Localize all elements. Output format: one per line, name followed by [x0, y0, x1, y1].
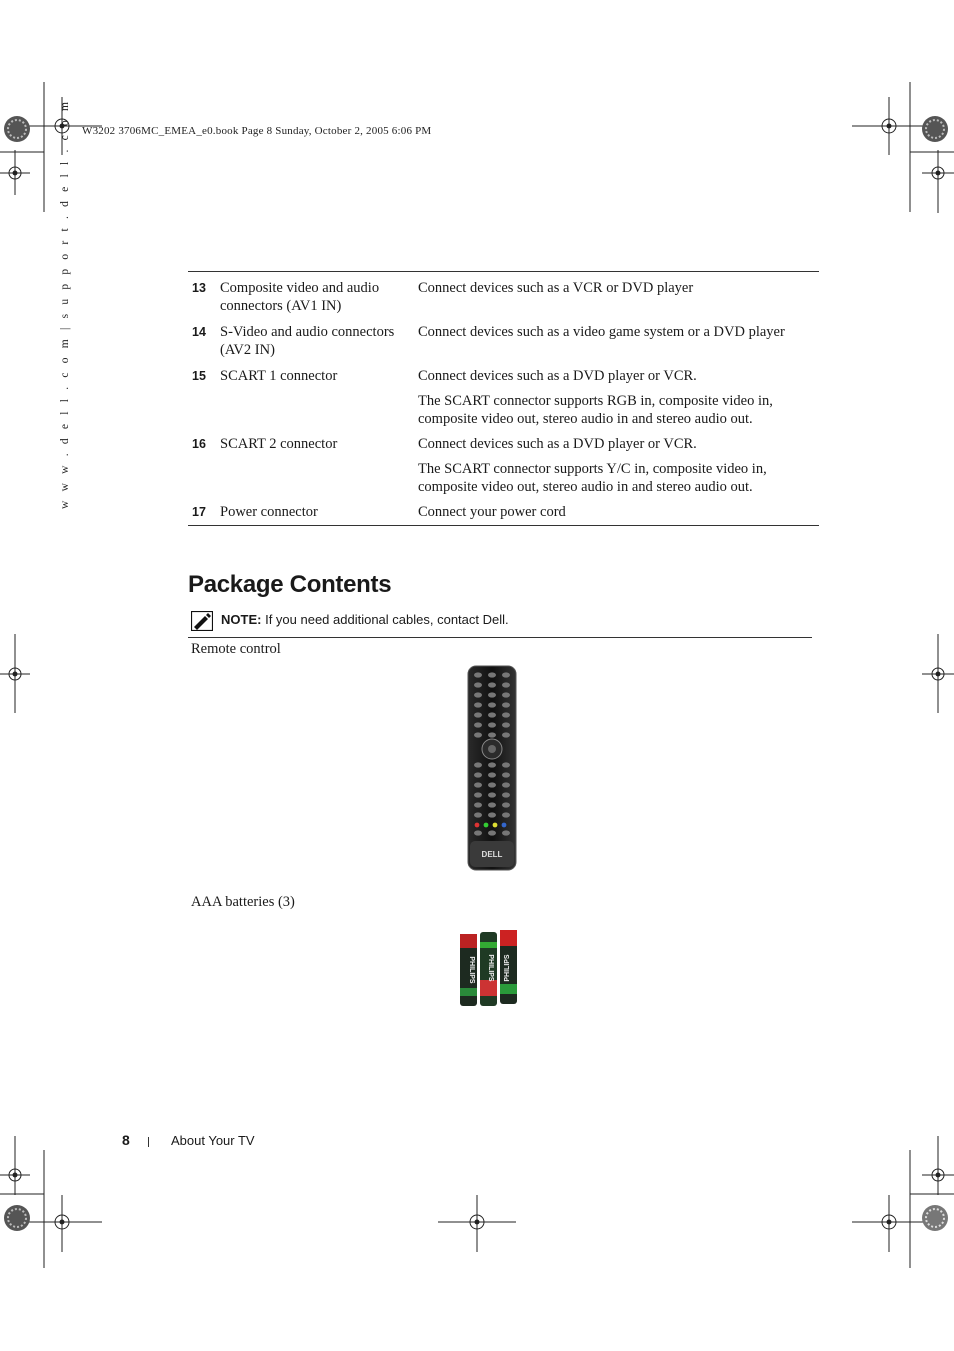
remote-button — [488, 762, 496, 767]
remote-button — [502, 712, 510, 717]
table-row — [188, 316, 819, 360]
note-label: NOTE: — [221, 612, 262, 627]
table-row — [188, 496, 819, 526]
connector-description: Connect devices such as a video game system or a DVD player — [418, 324, 785, 340]
remote-button — [474, 682, 482, 687]
remote-button — [502, 692, 510, 697]
remote-button — [502, 830, 510, 835]
remote-button — [488, 682, 496, 687]
remote-button — [474, 812, 482, 817]
note-pencil-icon — [191, 611, 213, 631]
remote-button — [474, 692, 482, 697]
remote-button — [474, 802, 482, 807]
remote-button — [488, 722, 496, 727]
connector-name: SCART 1 connector — [220, 368, 338, 384]
item-label-batteries: AAA batteries (3) — [191, 894, 295, 910]
table-row — [188, 272, 819, 317]
remote-button — [502, 722, 510, 727]
remote-button — [502, 702, 510, 707]
table-row-continuation — [188, 386, 819, 428]
item-label-remote: Remote control — [191, 641, 281, 657]
remote-button — [474, 782, 482, 787]
connector-description: Connect your power cord — [418, 504, 566, 520]
remote-button — [488, 772, 496, 777]
footer-chapter-title: About Your TV — [171, 1133, 255, 1148]
remote-button — [474, 672, 482, 677]
remote-button — [474, 712, 482, 717]
note-box — [188, 610, 812, 638]
remote-button — [502, 682, 510, 687]
remote-button — [488, 672, 496, 677]
connector-name: SCART 2 connector — [220, 436, 338, 452]
remote-button — [502, 732, 510, 737]
print-header: W3202 3706MC_EMEA_e0.book Page 8 Sunday, October 2, 2005 6:06 PM — [82, 125, 432, 137]
row-number: 16 — [192, 437, 206, 451]
remote-button — [474, 722, 482, 727]
remote-button — [488, 802, 496, 807]
remote-control-image — [464, 665, 520, 871]
table-row — [188, 428, 819, 454]
remote-button — [474, 830, 482, 835]
remote-button — [474, 702, 482, 707]
battery-brand: PHILIPS — [504, 954, 511, 982]
battery-brand: PHILIPS — [487, 954, 494, 982]
row-number: 13 — [192, 281, 206, 295]
table-row-continuation — [188, 454, 819, 496]
table-row — [188, 360, 819, 386]
remote-button — [502, 762, 510, 767]
remote-button — [502, 772, 510, 777]
remote-button — [474, 732, 482, 737]
remote-button — [502, 672, 510, 677]
remote-button — [502, 792, 510, 797]
connector-description: The SCART connector supports RGB in, composite video in, composite video out, stereo audio in and stereo audio out. — [418, 393, 773, 427]
note-text: If you need additional cables, contact Dell. — [265, 612, 509, 627]
page-number: 8 — [122, 1132, 130, 1148]
connector-table — [188, 271, 819, 526]
remote-button — [502, 812, 510, 817]
remote-button — [502, 782, 510, 787]
remote-button — [502, 802, 510, 807]
remote-button — [474, 792, 482, 797]
remote-button — [488, 692, 496, 697]
remote-button — [488, 712, 496, 717]
battery-brand: PHILIPS — [468, 956, 475, 984]
remote-button — [474, 772, 482, 777]
connector-name: Composite video and audio connectors (AV1 IN) — [220, 280, 380, 314]
remote-button — [488, 812, 496, 817]
row-number: 15 — [192, 369, 206, 383]
remote-button — [488, 732, 496, 737]
connector-description: Connect devices such as a DVD player or VCR. — [418, 368, 697, 384]
remote-button — [488, 782, 496, 787]
side-url: w w w . d e l l . c o m | s u p p o r t . d e l l . c o m — [59, 98, 71, 509]
connector-description: Connect devices such as a VCR or DVD player — [418, 280, 694, 296]
connector-description: The SCART connector supports Y/C in, composite video in, composite video out, stereo audio in and stereo audio out. — [418, 461, 767, 495]
remote-button — [474, 762, 482, 767]
remote-button — [488, 702, 496, 707]
row-number: 17 — [192, 505, 206, 519]
footer-separator — [148, 1137, 149, 1147]
aaa-batteries-image — [456, 928, 522, 1010]
remote-button — [488, 792, 496, 797]
remote-button — [488, 830, 496, 835]
row-number: 14 — [192, 325, 206, 339]
connector-name: S-Video and audio connectors (AV2 IN) — [220, 324, 395, 358]
remote-logo: DELL — [481, 850, 503, 859]
connector-description: Connect devices such as a DVD player or VCR. — [418, 436, 697, 452]
connector-name: Power connector — [220, 504, 318, 520]
section-title: Package Contents — [188, 571, 392, 598]
